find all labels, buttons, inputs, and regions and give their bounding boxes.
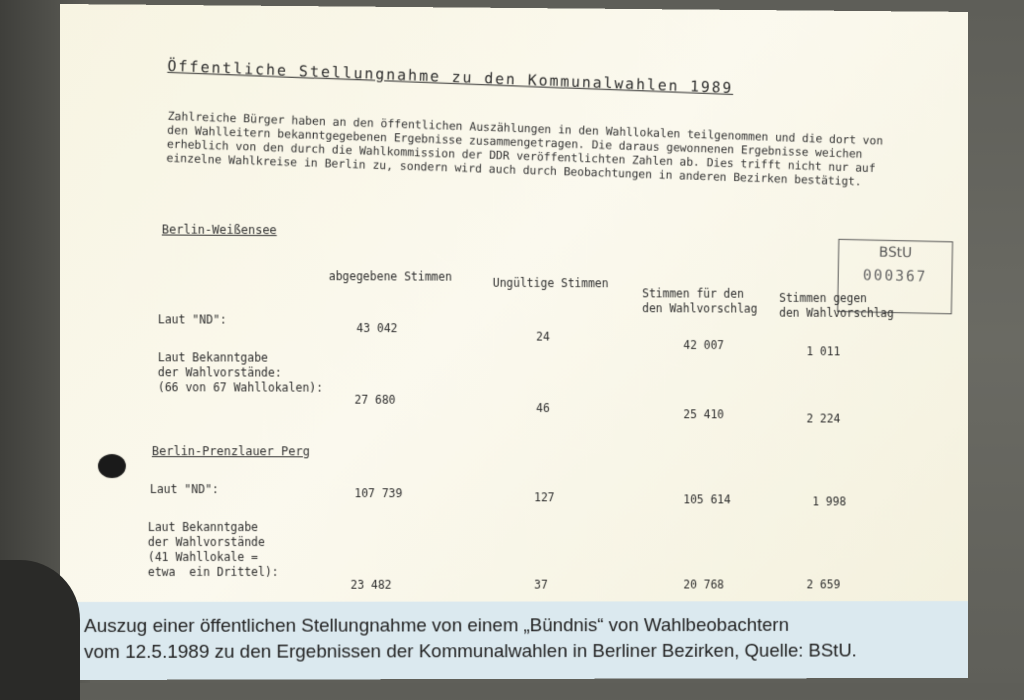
table-cell: 2 659: [806, 577, 841, 592]
table-cell: 24: [536, 329, 550, 344]
row-label: Laut "ND":: [157, 312, 227, 327]
document-title: Öffentliche Stellungnahme zu den Kommunalwahlen 1989: [167, 56, 734, 97]
table-cell: 1 998: [812, 494, 847, 509]
column-header-against: Stimmen gegen den Wahlvorschlag: [779, 290, 894, 321]
caption-line-2: vom 12.5.1989 zu den Ergebnissen der Kommunalwahlen in Berliner Bezirken, Quelle: BStU.: [83, 640, 857, 663]
table-cell: 25 410: [683, 407, 725, 422]
table-cell: 37: [534, 577, 548, 592]
column-header-for: Stimmen für den den Wahlvorschlag: [642, 286, 758, 316]
table-cell: 42 007: [683, 338, 725, 353]
table-cell: 20 768: [683, 577, 725, 592]
caption-line-1: Auszug einer öffentlichen Stellungnahme von einem „Bündnis“ von Wahlbeobachtern: [83, 615, 789, 637]
section-title-prenzlauer-berg: Berlin-Prenzlauer Perg: [151, 444, 310, 459]
row-label: Laut "ND":: [149, 482, 219, 497]
ink-blot: [98, 454, 126, 478]
stamp-label: BStU: [878, 244, 913, 262]
table-cell: 1 011: [806, 344, 841, 359]
stamp-number: 000367: [862, 266, 928, 286]
table-cell: 105 614: [683, 492, 731, 507]
table-cell: 107 739: [354, 486, 403, 501]
row-label: Laut Bekanntgabe der Wahlvorstände (41 Wahllokale = etwa ein Drittel):: [147, 520, 279, 579]
column-header-invalid: Ungültige Stimmen: [492, 275, 609, 291]
table-cell: 43 042: [356, 321, 398, 336]
document-intro: Zahlreiche Bürger haben an den öffentlichen Auszählungen in den Wahllokalen teilgenommen und die dort von den Wahlleitern bekanntgegebenen Ergebnisse zusammengetragen. Die daraus gewonnenen Ergebnisse weichen erheblich von den durch die Wahlkommission der DDR veröffentlichten Zahlen ab. Dies trifft nicht nur auf einzelne Wahlkreise in Berlin zu, sondern wird auch durch Beobachtungen in anderen Bezirken bestätigt.: [166, 108, 884, 189]
section-title-weissensee: Berlin-Weißensee: [161, 222, 277, 238]
caption-bar: [60, 601, 968, 680]
column-header-cast: abgegebene Stimmen: [328, 269, 452, 284]
table-cell: 127: [534, 490, 555, 505]
table-cell: 27 680: [354, 392, 396, 407]
row-label: Laut Bekanntgabe der Wahlvorstände: (66 von 67 Wahllokalen):: [157, 350, 323, 395]
projected-document: [60, 4, 968, 680]
table-cell: 23 482: [350, 577, 392, 592]
table-cell: 2 224: [806, 411, 841, 426]
table-cell: 46: [536, 401, 550, 415]
